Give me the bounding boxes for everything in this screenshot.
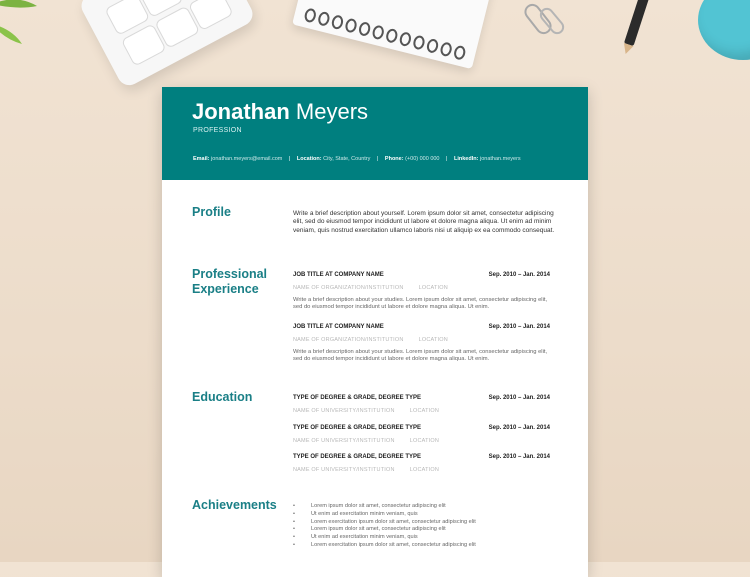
cup-decoration: [698, 0, 750, 60]
job-description: Write a brief description about your studies. Lorem ipsum dolor sit amet, consectetur adipiscing elit, sed do eiusmod tempor incididunt ut labore et dolore magna aliqua. Ut enim.: [293, 297, 548, 311]
education-institution: [293, 467, 550, 473]
plant-decoration: [0, 0, 52, 54]
list-item: • Ut enim ad exercitation minim veniam, quis: [293, 534, 555, 542]
job-title: JOB TITLE AT COMPANY NAME: [293, 272, 384, 278]
list-item: • Lorem exercitation ipsum dolor sit amet, consectetur adipiscing elit: [293, 542, 555, 550]
education-entry: [293, 425, 550, 444]
institution-name: NAME OF UNIVERSITY/INSTITUTION: [293, 467, 395, 473]
location-label: Location:: [296, 156, 322, 162]
separator: |: [288, 156, 291, 162]
separator: |: [410, 337, 412, 343]
organization-location: LOCATION: [418, 337, 448, 343]
job-entry: [293, 272, 550, 312]
institution-location: LOCATION: [409, 438, 440, 444]
separator: |: [401, 467, 404, 473]
institution-location: LOCATION: [409, 467, 440, 473]
separator: |: [446, 156, 448, 162]
degree-title: TYPE OF DEGREE & GRADE, DEGREE TYPE: [293, 454, 422, 460]
phone-label: Phone:: [384, 156, 404, 162]
linkedin-value: jonathan.meyers: [479, 156, 521, 162]
email-value: jonathan.meyers@email.com: [211, 156, 283, 162]
achievements-heading: Achievements: [192, 498, 277, 512]
experience-heading-line1: Professional: [192, 267, 268, 281]
education-entry: [293, 454, 550, 473]
education-institution: [293, 408, 550, 414]
pencil-decoration: [624, 0, 652, 46]
organization-name: NAME OF ORGANIZATION/INSTITUTION: [293, 285, 404, 291]
phone-value: (+00) 000 000: [405, 156, 440, 162]
list-item: • Lorem ipsum dolor sit amet, consectetur adipiscing elit: [293, 526, 555, 534]
institution-name: NAME OF UNIVERSITY/INSTITUTION: [293, 438, 395, 444]
job-organization: [293, 285, 550, 291]
email-label: Email:: [193, 156, 210, 162]
location-value: City, State, Country: [323, 156, 371, 162]
experience-heading: [192, 267, 267, 297]
education-heading: Education: [192, 390, 253, 404]
linkedin-label: LinkedIn:: [454, 156, 479, 162]
job-dates: Sep. 2010 – Jan. 2014: [488, 324, 550, 330]
institution-name: NAME OF UNIVERSITY/INSTITUTION: [293, 408, 395, 414]
separator: |: [401, 408, 404, 414]
contact-line: [193, 156, 521, 162]
degree-dates: Sep. 2010 – Jan. 2014: [488, 395, 550, 401]
job-dates: Sep. 2010 – Jan. 2014: [488, 272, 550, 278]
notebook-decoration: [292, 0, 493, 69]
education-entry: [293, 395, 550, 414]
list-item: • Lorem ipsum dolor sit amet, consectetur adipiscing elit: [293, 503, 555, 511]
institution-location: LOCATION: [409, 408, 440, 414]
separator: |: [401, 438, 404, 444]
organization-name: NAME OF ORGANIZATION/INSTITUTION: [293, 337, 404, 343]
job-description: Write a brief description about your studies. Lorem ipsum dolor sit amet, consectetur adipiscing elit, sed do eiusmod tempor incididunt ut labore et dolore magna aliqua. Ut enim.: [293, 349, 548, 363]
experience-heading-line2: Experience: [192, 282, 259, 296]
degree-title: TYPE OF DEGREE & GRADE, DEGREE TYPE: [293, 425, 422, 431]
job-organization: [293, 337, 550, 343]
resume-header: [162, 87, 588, 180]
job-entry: [293, 324, 550, 364]
list-item: • Ut enim ad exercitation minim veniam, quis: [293, 511, 555, 519]
last-name: Meyers: [295, 99, 369, 124]
list-item: • Lorem exercitation ipsum dolor sit amet, consectetur adipiscing elit: [293, 519, 555, 527]
full-name: [192, 99, 368, 125]
profile-heading: Profile: [192, 205, 231, 219]
separator: |: [410, 285, 412, 291]
profession: PROFESSION: [193, 127, 242, 134]
job-title: JOB TITLE AT COMPANY NAME: [293, 324, 384, 330]
keyboard-decoration: [77, 0, 256, 89]
resume-page: [162, 87, 588, 577]
separator: |: [376, 156, 379, 162]
achievements-list: [293, 503, 555, 550]
education-institution: [293, 438, 550, 444]
first-name: Jonathan: [192, 99, 290, 124]
organization-location: LOCATION: [418, 285, 448, 291]
degree-dates: Sep. 2010 – Jan. 2014: [488, 425, 550, 431]
degree-dates: Sep. 2010 – Jan. 2014: [488, 454, 550, 460]
degree-title: TYPE OF DEGREE & GRADE, DEGREE TYPE: [293, 395, 422, 401]
profile-text: Write a brief description about yourself. Lorem ipsum dolor sit amet, consectetur adipiscing elit, sed do eiusmod tempor incididunt ut labore et dolore magna aliqua. Ut enim ad minim veniam, quis nostrud exercitation ullamco laboris nisi ut aliquip ex ea commodo consequat.: [293, 210, 555, 234]
